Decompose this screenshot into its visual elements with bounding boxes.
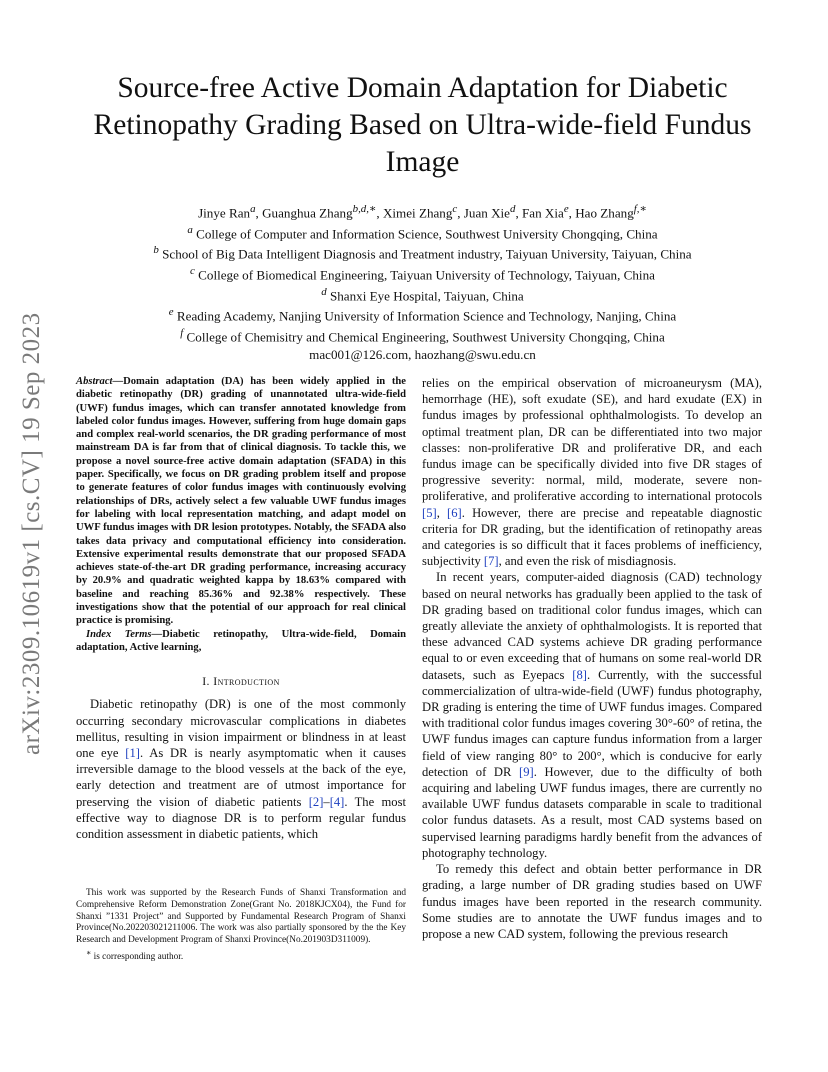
author-name: , Ximei Zhang (376, 205, 453, 221)
affiliation-mark: d (321, 285, 327, 298)
citation-link[interactable]: [6] (447, 505, 462, 520)
abstract (76, 375, 406, 628)
paragraph-text: , (436, 505, 448, 520)
citation-link[interactable]: [8] (572, 667, 587, 682)
affiliation-text: College of Biomedical Engineering, Taiyuan University of Technology, Taiyuan, China (194, 267, 655, 283)
paragraph-text: relies on the empirical observation of microaneurysm (MA), hemorrhage (HE), soft exudate (SE), and hard exudate (EX) in fundus images by professional ophthalmologists. To develop an optimal treatment plan, DR can be differentiated into two major classes: non-proliferative DR and proliferative DR, and each fundus image can be specifically divided into five DR stages of progressive severity: normal, mild, moderate, severe non-proliferative, and proliferative according to international protocols (422, 376, 762, 504)
affiliation-mark: e (563, 203, 569, 215)
paragraph-text: . The most effective way to diagnose DR is to perform regular fundus condition assessment in diabetic patients, which (76, 794, 406, 842)
abstract-text: —Domain adaptation (DA) has been widely applied in the diabetic retinopathy (DR) grading of unannotated ultra-wide-field (UWF) fundus images, which can transfer annotated knowledge from labeled color fundus images. However, suffering from huge domain gaps and complex real-world scenarios, the DR grading performance of most mainstream DA is far from that of clinical diagnosis. To tackle this, we propose a novel source-free active domain adaptation (SFADA) in this paper. Specifically, we focus on DR grading problem itself and propose to generate features of color fundus images with continuously evolving relationships of DRs, actively select a few valuable UWF fundus images for labeling with local representation matching, and adapt model on UWF fundus images with DR lesion prototypes. Notably, the SFADA also takes data privacy and computational efficiency into consideration. Extensive experimental results demonstrate that our proposed SFADA achieves state-of-the-art DR grading performance, increasing accuracy by 20.9% and quadratic weighted kappa by 18.63% compared with baseline and reaching 85.36% and 92.38% respectively. These investigations show that the potential of our approach for real clinical practice is promising. (76, 376, 406, 627)
author-name: Jinye Ran (198, 205, 251, 221)
citation-link[interactable]: [2] (308, 794, 324, 809)
paragraph-text: . Currently, with the successful commercialization of ultra-wide-field (UWF) fundus photography, DR grading is entering the time of UWF fundus images. Compared with traditional color fundus images covering 30°-60° of retina, the UWF fundus images can capture fundus information from a larger field of view ranging 80° to 200°, which is conducive for early detection of DR (422, 667, 763, 779)
affiliation-line (55, 284, 790, 305)
affiliation-mark: f,∗ (633, 203, 647, 215)
affiliation-mark: e (168, 306, 174, 319)
corresponding-text: is corresponding author. (91, 952, 184, 963)
index-terms-label: Index Terms (86, 628, 152, 640)
affiliation-mark: a (187, 223, 193, 236)
author-emails: mac001@126.com, haozhang@swu.edu.cn (309, 346, 536, 362)
affiliation-mark: d (509, 203, 516, 215)
index-terms (76, 628, 406, 655)
section-number: I. (202, 674, 210, 689)
right-column (422, 375, 762, 942)
index-terms-text: —Diabetic retinopathy, Ultra-wide-field, Domain adaptation, Active learning, (76, 628, 406, 653)
affiliation-text: Reading Academy, Nanjing University of Information Science and Technology, Nanjing, China (173, 308, 677, 324)
body-paragraph (422, 375, 762, 569)
abstract-label: Abstract (76, 376, 113, 387)
paper-title: Source-free Active Domain Adaptation for Diabetic Retinopathy Grading Based on Ultra-wide-field Fundus Image (93, 72, 752, 178)
author-name: , Guanghua Zhang (255, 205, 353, 221)
paragraph-text: . However, due to the difficulty of both acquiring and labeling UWF fundus images, there are currently no available UWF fundus datasets comparable in scale to traditional color fundus datasets. As a result, most CAD systems based on supervised learning paradigms hardly benefit from the advances of photography technology. (422, 764, 762, 860)
footnote (76, 888, 406, 964)
author-name: , Juan Xie (457, 205, 510, 221)
paragraph-text: . As DR is nearly asymptomatic when it causes irreversible damage to the blood vessels at the back of the eye, early detection and treatment are of utmost importance for preserving the vision of diabetic patients (76, 746, 406, 809)
affiliation-line (55, 304, 790, 325)
corresponding-note (76, 947, 406, 964)
citation-link[interactable]: [4] (329, 794, 345, 809)
author-name: , Hao Zhang (568, 205, 634, 221)
affiliation-text: College of Chemisitry and Chemical Engineering, Southwest University Chongqing, China (183, 329, 665, 345)
paragraph-text: – (323, 794, 330, 809)
affiliation-line (55, 222, 790, 243)
author-name: , Fan Xia (515, 205, 564, 221)
author-names (55, 201, 790, 222)
citation-link[interactable]: [7] (483, 554, 499, 569)
affiliation-mark: c (190, 264, 195, 277)
affiliation-mark: a (250, 203, 256, 215)
section-heading (76, 673, 406, 689)
affiliation-mark: b (153, 244, 159, 257)
affiliation-text: School of Big Data Intelligent Diagnosis and Treatment industry, Taiyuan University, Taiyuan, China (158, 246, 692, 262)
affiliation-text: Shanxi Eye Hospital, Taiyuan, China (326, 287, 524, 303)
affiliation-mark: c (452, 203, 458, 215)
corresponding-star: ∗ (86, 947, 92, 957)
left-column (76, 375, 406, 842)
affiliation-text: College of Computer and Information Science, Southwest University Chongqing, China (192, 226, 658, 242)
affiliation-line (55, 325, 790, 346)
funding-note: This work was supported by the Research Funds of Shanxi Transformation and Comprehensive Reform Demonstration Zone(Grant No. 2018KJCX04), the Fund for Shanxi ”1331 Project” and Supported by Fundamental Research Program of Shanxi Province(No.202203021211006. The work was also partially sponsored by the the Key Research and Development Program of Shanxi Province(No.201903D311009). (76, 888, 406, 946)
paragraph-text: In recent years, computer-aided diagnosis (CAD) technology based on neural networks has gradually been applied to the task of DR grading based on traditional color fundus images, which can greatly alleviate the anxiety of ophthalmologists. It is reported that these advanced CAD systems achieve DR grading performance equal to or even exceeding that of humans on some real-world DR datasets, such as Eyepacs (422, 570, 762, 682)
citation-link[interactable]: [1] (125, 746, 140, 761)
affiliation-line (55, 242, 790, 263)
affiliation-mark: b,d,∗ (352, 203, 377, 215)
citation-link[interactable]: [5] (422, 505, 437, 520)
intro-paragraph (76, 696, 406, 842)
paragraph-text: . However, there are precise and repeatable diagnostic criteria for DR grading, but the identification of retinopathy areas and categories is so difficult that it faces problems of inefficiency, subjectivity (422, 505, 763, 569)
author-block (55, 201, 790, 363)
paragraph-text: , and even the risk of misdiagnosis. (498, 554, 677, 569)
paragraph-text: Diabetic retinopathy (DR) is one of the most commonly occurring secondary microvascular complications in diabetes mellitus, resulting in vision impairment or blindness in at least one eye (76, 697, 406, 761)
affiliation-line (55, 263, 790, 284)
arxiv-identifier-stamp: arXiv:2309.10619v1 [cs.CV] 19 Sep 2023 (18, 312, 45, 755)
section-title: Introduction (213, 674, 280, 689)
body-paragraph (422, 569, 762, 861)
citation-link[interactable]: [9] (519, 764, 534, 779)
affiliation-mark: f (180, 326, 184, 339)
body-paragraph: To remedy this defect and obtain better performance in DR grading, a large number of DR grading studies based on UWF fundus images have been reported in the research community. Some studies are to annotate the UWF fundus images and to propose a new CAD system, following the previous research (422, 862, 762, 941)
